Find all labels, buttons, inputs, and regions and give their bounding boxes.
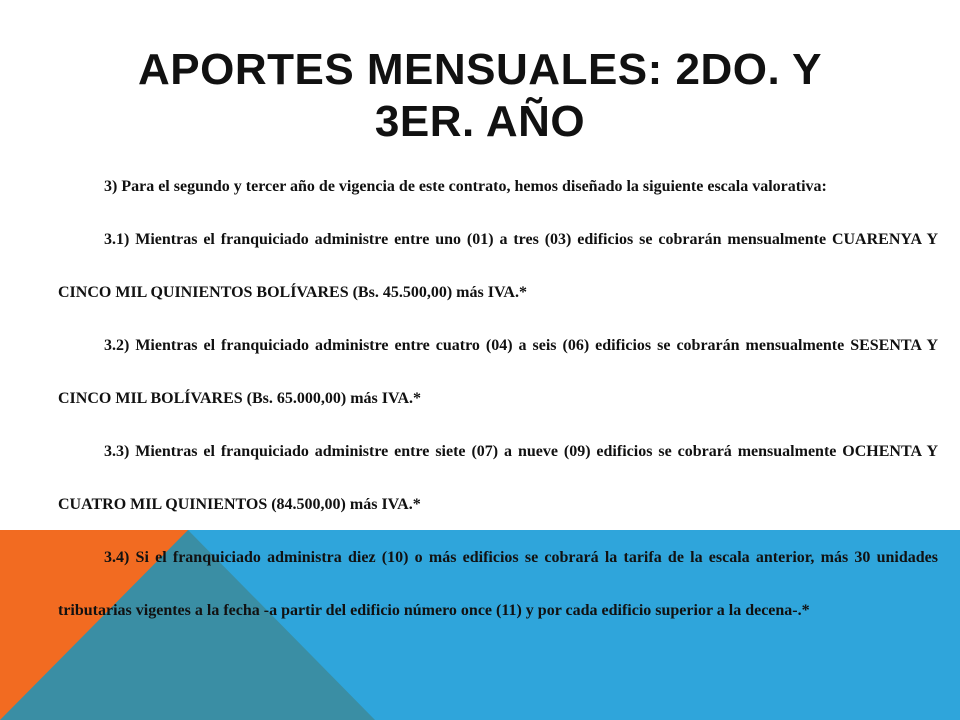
slide-title [80, 44, 880, 148]
title-line-1: APORTES MENSUALES: 2DO. Y [137, 45, 822, 94]
title-line-2: 3ER. AÑO [374, 97, 586, 146]
paragraph-3-2: 3.2) Mientras el franquiciado administre entre cuatro (04) a seis (06) edificios se cobrarán mensualmente SESENTA Y CINCO MIL BOLÍVARES (Bs. 65.000,00) más IVA.* [58, 337, 938, 407]
paragraph-intro: 3) Para el segundo y tercer año de vigencia de este contrato, hemos diseñado la siguiente escala valorativa: [104, 178, 827, 195]
paragraph-3-3: 3.3) Mientras el franquiciado administre entre siete (07) a nueve (09) edificios se cobrará mensualmente OCHENTA Y CUATRO MIL QUINIENTOS (84.500,00) más IVA.* [58, 443, 938, 513]
paragraph-3-4: 3.4) Si el franquiciado administra diez (10) o más edificios se cobrará la tarifa de la escala anterior, más 30 unidades tributarias vigentes a la fecha -a partir del edificio número once (11) y por cada edificio superior a la decena-.* [58, 549, 938, 619]
paragraph-3-1: 3.1) Mientras el franquiciado administre entre uno (01) a tres (03) edificios se cobrarán mensualmente CUARENYA Y CINCO MIL QUINIENTOS BOLÍVARES (Bs. 45.500,00) más IVA.* [58, 231, 938, 301]
body-text [58, 160, 938, 637]
